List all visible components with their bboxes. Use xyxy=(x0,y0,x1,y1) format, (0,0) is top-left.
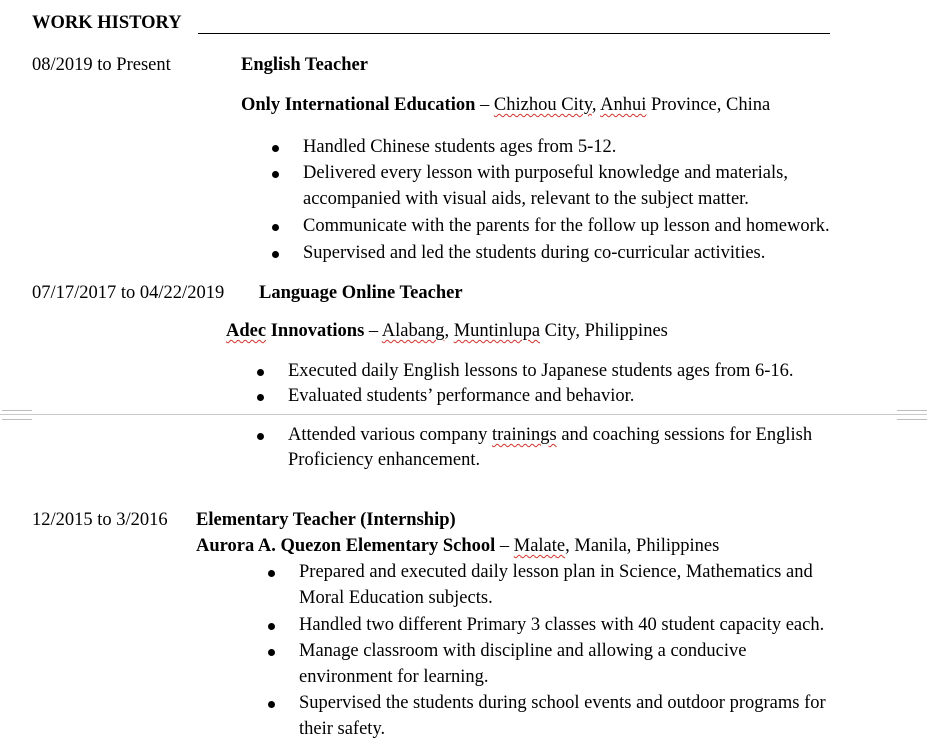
job3-dates: 12/2015 to 3/2016 xyxy=(32,510,168,530)
job1-bullet-1: Handled Chinese students ages from 5-12. xyxy=(303,137,617,157)
job2-bullet-2: Evaluated students’ performance and behavior. xyxy=(288,386,635,406)
job1-bullet-3: Communicate with the parents for the follow up lesson and homework. xyxy=(303,216,830,236)
bullet-dot xyxy=(268,570,275,577)
bullet-dot xyxy=(272,145,279,152)
job2-bullet-3-cont: Proficiency enhancement. xyxy=(288,450,481,470)
job3-bullet-1-cont: Moral Education subjects. xyxy=(299,588,493,608)
spell-flag-trainings: trainings xyxy=(491,425,557,445)
job1-bullet-2: Delivered every lesson with purposeful knowledge and materials, xyxy=(303,163,788,183)
job1-loc-city: Chizhou City xyxy=(493,95,592,115)
bullet-dot xyxy=(257,433,264,440)
job2-bullet-3: Attended various company trainings and coaching sessions for English xyxy=(288,425,813,445)
bullet-dot xyxy=(272,251,279,258)
job2-employer-line: Adec Innovations – Alabang, Muntinlupa City, Philippines xyxy=(226,321,668,341)
job1-employer: Only International Education xyxy=(241,95,476,115)
job1-bullet-2-cont: accompanied with visual aids, relevant to the subject matter. xyxy=(303,189,749,209)
bullet-dot xyxy=(268,701,275,708)
page-break-line xyxy=(0,414,927,415)
job1-dates: 08/2019 to Present xyxy=(32,55,171,75)
job1-employer-line: Only International Education – Chizhou City, Anhui Province, China xyxy=(241,95,771,115)
page-break-marker-left xyxy=(2,410,32,420)
job2-dates: 07/17/2017 to 04/22/2019 xyxy=(32,283,225,303)
job2-loc-area: Alabang xyxy=(381,321,445,341)
job2-employer-name: Adec xyxy=(226,321,267,341)
job3-employer-line: Aurora A. Quezon Elementary School – Malate, Manila, Philippines xyxy=(196,536,720,556)
job3-loc-area: Malate xyxy=(513,536,566,556)
job3-bullet-1: Prepared and executed daily lesson plan in Science, Mathematics and xyxy=(299,562,813,582)
bullet-dot xyxy=(268,623,275,630)
job1-loc-province: Anhui xyxy=(600,95,647,115)
job2-bullet-1: Executed daily English lessons to Japanese students ages from 6-16. xyxy=(288,361,794,381)
job3-title: Elementary Teacher (Internship) xyxy=(196,510,456,530)
job3-employer: Aurora A. Quezon Elementary School xyxy=(196,536,496,556)
job1-title: English Teacher xyxy=(241,55,368,75)
heading-rule xyxy=(198,33,830,34)
job3-bullet-3: Manage classroom with discipline and allowing a conducive xyxy=(299,641,747,661)
job3-bullet-2: Handled two different Primary 3 classes with 40 student capacity each. xyxy=(299,615,825,635)
job2-loc-city: Muntinlupa xyxy=(453,321,541,341)
bullet-dot xyxy=(272,171,279,178)
job3-bullet-4-cont: their safety. xyxy=(299,719,386,739)
bullet-dot xyxy=(268,649,275,656)
bullet-dot xyxy=(257,369,264,376)
page-break-marker-right xyxy=(897,410,927,420)
bullet-dot xyxy=(257,394,264,401)
job2-title: Language Online Teacher xyxy=(259,283,463,303)
job3-bullet-4: Supervised the students during school events and outdoor programs for xyxy=(299,693,826,713)
job1-bullet-4: Supervised and led the students during co-curricular activities. xyxy=(303,243,766,263)
bullet-dot xyxy=(272,224,279,231)
job3-bullet-3-cont: environment for learning. xyxy=(299,667,489,687)
section-heading: WORK HISTORY xyxy=(32,13,182,33)
